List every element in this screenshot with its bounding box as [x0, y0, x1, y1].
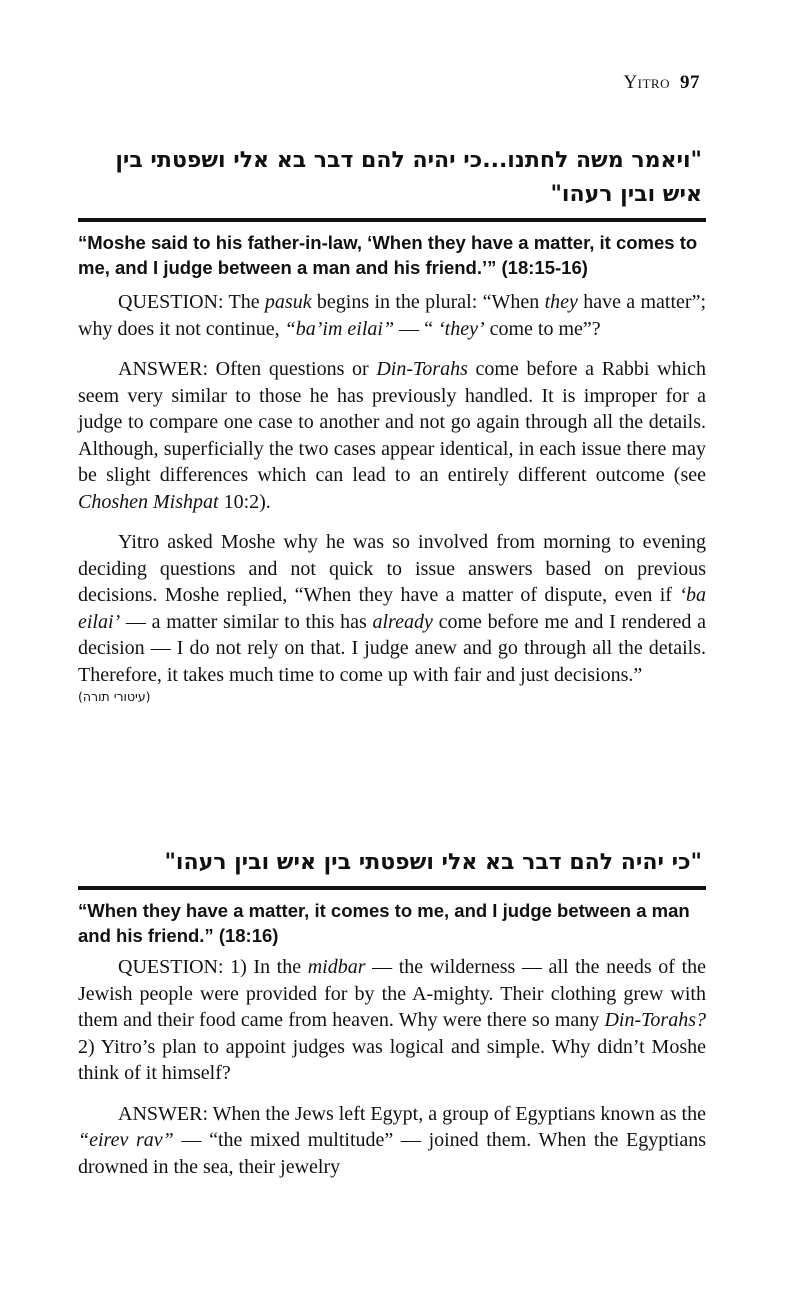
- italic-term: ‘they’: [437, 317, 485, 340]
- text-run: — “the mixed multitude” — joined them. When the Egyptians drowned in the sea, their jewelry: [78, 1129, 706, 1178]
- divider-rule: [78, 218, 706, 222]
- page-number: 97: [680, 72, 700, 93]
- answer-continuation-paragraph: [78, 529, 706, 688]
- section-1: [78, 144, 706, 706]
- question-paragraph: [78, 954, 706, 1087]
- text-run: Yitro asked Moshe why he was so involved from morning to evening deciding questions and not quick to issue answers based on previous decisions. Moshe replied, “When they have a matter of dispute, even if: [78, 531, 706, 606]
- text-run: have a matter”; why does it not continue,: [78, 291, 707, 340]
- section-2: [78, 846, 706, 1180]
- italic-term: “eirev rav”: [78, 1129, 174, 1151]
- italic-term: already: [372, 610, 433, 633]
- question-paragraph: [78, 289, 706, 342]
- text-run: — a matter similar to this has: [120, 610, 373, 633]
- divider-rule: [78, 886, 706, 890]
- text-run: QUESTION: 1) In the: [118, 956, 308, 978]
- text-run: 2) Yitro’s plan to appoint judges was logical and simple. Why didn’t Moshe think of it himself?: [78, 1035, 706, 1084]
- italic-term: midbar: [307, 956, 366, 978]
- text-run: ANSWER: When the Jews left Egypt, a group of Egyptians known as the: [118, 1102, 706, 1125]
- italic-term: pasuk: [264, 291, 312, 313]
- italic-term: Din-Torahs: [376, 358, 468, 380]
- italic-term: Din-Torahs?: [604, 1009, 706, 1031]
- english-quote: “Moshe said to his father-in-law, ‘When they have a matter, it comes to me, and I judge between a man and his friend.’” (18:15-16): [78, 232, 698, 278]
- answer-paragraph: [78, 356, 706, 515]
- text-run: ANSWER: Often questions or: [118, 358, 377, 380]
- text-run: come before a Rabbi which seem very similar to those he has previously handled. It is improper for a judge to compare one case to another and not go again through all the details. Although, superficially the two cases appear identical, in each issue there may be slight differences which can lead to an entirely different outcome (see: [78, 358, 706, 486]
- italic-term: ‘ba eilai’: [78, 584, 706, 633]
- book-page: [78, 0, 706, 1300]
- italic-term: they: [544, 291, 578, 313]
- hebrew-quote: "כי יהיה להם דבר בא אלי ושפטתי בין איש ובין רעהו": [164, 850, 702, 875]
- text-run: — “: [394, 317, 438, 340]
- text-run: QUESTION: The: [118, 291, 265, 313]
- text-run: come to me”?: [484, 317, 601, 340]
- text-run: begins in the plural: “When: [311, 291, 545, 313]
- text-run: come before me and I rendered a decision — I do not rely on that. I judge anew and go through all the details. Therefore, it takes much time to come up with fair and just decisions.”: [78, 610, 706, 686]
- italic-term: Choshen Mishpat: [78, 490, 219, 513]
- answer-paragraph: [78, 1101, 706, 1181]
- english-quote: “When they have a matter, it comes to me, and I judge between a man and his friend.” (18:16): [78, 900, 690, 946]
- chapter-title: Yitro: [623, 72, 670, 93]
- text-run: 10:2).: [218, 490, 271, 513]
- running-head: [623, 72, 700, 94]
- source-citation: (עיטורי תורה): [78, 689, 151, 704]
- text-run: — the wilderness — all the needs of the Jewish people were provided for by the A-mighty. Their clothing grew with them and their food came from heaven. Why were there so many: [78, 956, 706, 1031]
- italic-term: “ba’im eilai”: [284, 317, 395, 340]
- hebrew-quote: "ויאמר משה לחתנו...כי יהיה להם דבר בא אלי ושפטתי בין איש ובין רעהו": [115, 148, 702, 207]
